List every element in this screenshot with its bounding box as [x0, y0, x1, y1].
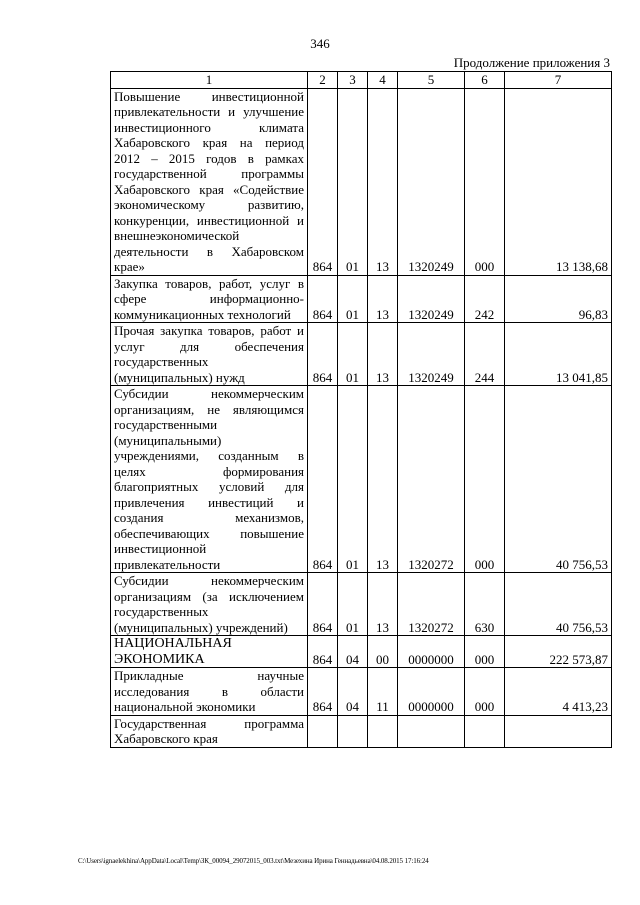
cell-col7: 40 756,53	[505, 573, 612, 636]
cell-col7: 96,83	[505, 275, 612, 323]
cell-col7: 4 413,23	[505, 668, 612, 716]
cell-col3: 04	[338, 636, 368, 668]
cell-col6: 000	[465, 636, 505, 668]
cell-col6: 630	[465, 573, 505, 636]
column-header: 3	[338, 72, 368, 89]
cell-col5: 1320249	[398, 323, 465, 386]
cell-col2: 864	[308, 668, 338, 716]
row-description: Субсидии некоммерческим организациям (за исключением государственных (муниципальных) учреждений)	[111, 573, 308, 636]
cell-col3: 01	[338, 88, 368, 275]
cell-col7: 40 756,53	[505, 386, 612, 573]
cell-col3: 04	[338, 668, 368, 716]
cell-col4: 13	[368, 573, 398, 636]
cell-col5: 1320272	[398, 386, 465, 573]
page-number: 346	[310, 36, 330, 51]
column-header: 7	[505, 72, 612, 89]
table-row	[111, 715, 612, 747]
cell-col5: 0000000	[398, 668, 465, 716]
cell-col5: 1320272	[398, 573, 465, 636]
cell-col3	[338, 715, 368, 747]
cell-col6	[465, 715, 505, 747]
cell-col2	[308, 715, 338, 747]
column-header: 6	[465, 72, 505, 89]
row-description: НАЦИОНАЛЬНАЯ ЭКОНОМИКА	[111, 636, 308, 668]
cell-col6: 000	[465, 386, 505, 573]
cell-col4: 13	[368, 88, 398, 275]
cell-col7	[505, 715, 612, 747]
cell-col4	[368, 715, 398, 747]
budget-table	[110, 71, 612, 748]
table-row	[111, 88, 612, 275]
table-row	[111, 668, 612, 716]
row-description: Прочая закупка товаров, работ и услуг для обеспечения государственных (муниципальных) нужд	[111, 323, 308, 386]
column-header: 5	[398, 72, 465, 89]
continuation-note: Продолжение приложения 3	[453, 55, 610, 70]
table-row	[111, 573, 612, 636]
cell-col2: 864	[308, 275, 338, 323]
table-row	[111, 323, 612, 386]
cell-col4: 13	[368, 275, 398, 323]
cell-col7: 222 573,87	[505, 636, 612, 668]
cell-col6: 000	[465, 668, 505, 716]
cell-col6: 000	[465, 88, 505, 275]
cell-col2: 864	[308, 323, 338, 386]
cell-col2: 864	[308, 636, 338, 668]
cell-col4: 11	[368, 668, 398, 716]
cell-col7: 13 041,85	[505, 323, 612, 386]
row-description: Государственная программа Хабаровского края	[111, 715, 308, 747]
cell-col3: 01	[338, 573, 368, 636]
row-description: Закупка товаров, работ, услуг в сфере информационно-коммуникационных технологий	[111, 275, 308, 323]
cell-col3: 01	[338, 386, 368, 573]
cell-col5: 0000000	[398, 636, 465, 668]
table-row	[111, 386, 612, 573]
table-header-row	[111, 72, 612, 89]
cell-col2: 864	[308, 386, 338, 573]
cell-col5	[398, 715, 465, 747]
cell-col6: 244	[465, 323, 505, 386]
cell-col2: 864	[308, 88, 338, 275]
cell-col5: 1320249	[398, 275, 465, 323]
table-row	[111, 275, 612, 323]
row-description: Субсидии некоммерческим организациям, не являющимся государственными (муниципальными) учреждениями, созданным в целях формирования благоприятных условий для привлечения инвестиций и создания механизмов, обеспечивающих повышение инвестиционной привлекательности	[111, 386, 308, 573]
cell-col4: 13	[368, 386, 398, 573]
cell-col4: 00	[368, 636, 398, 668]
cell-col3: 01	[338, 323, 368, 386]
column-header: 4	[368, 72, 398, 89]
file-path-footer: C:\Users\ignaelekhina\AppData\Local\Temp\ЗК_00094_29072015_003.txt\Мезехина Ирина Геннадьевна\04.08.2015 17:16:24	[78, 857, 429, 865]
cell-col4: 13	[368, 323, 398, 386]
cell-col6: 242	[465, 275, 505, 323]
column-header: 2	[308, 72, 338, 89]
table-row	[111, 636, 612, 668]
row-description: Прикладные научные исследования в области национальной экономики	[111, 668, 308, 716]
cell-col3: 01	[338, 275, 368, 323]
cell-col7: 13 138,68	[505, 88, 612, 275]
cell-col2: 864	[308, 573, 338, 636]
row-description: Повышение инвестиционной привлекательности и улучшение инвестиционного климата Хабаровского края на период 2012 – 2015 годов в рамках государственной программы Хабаровского края «Содействие экономическому развитию, конкуренции, инвестиционной и внешнеэкономической деятельности в Хабаровском крае»	[111, 88, 308, 275]
column-header: 1	[111, 72, 308, 89]
cell-col5: 1320249	[398, 88, 465, 275]
